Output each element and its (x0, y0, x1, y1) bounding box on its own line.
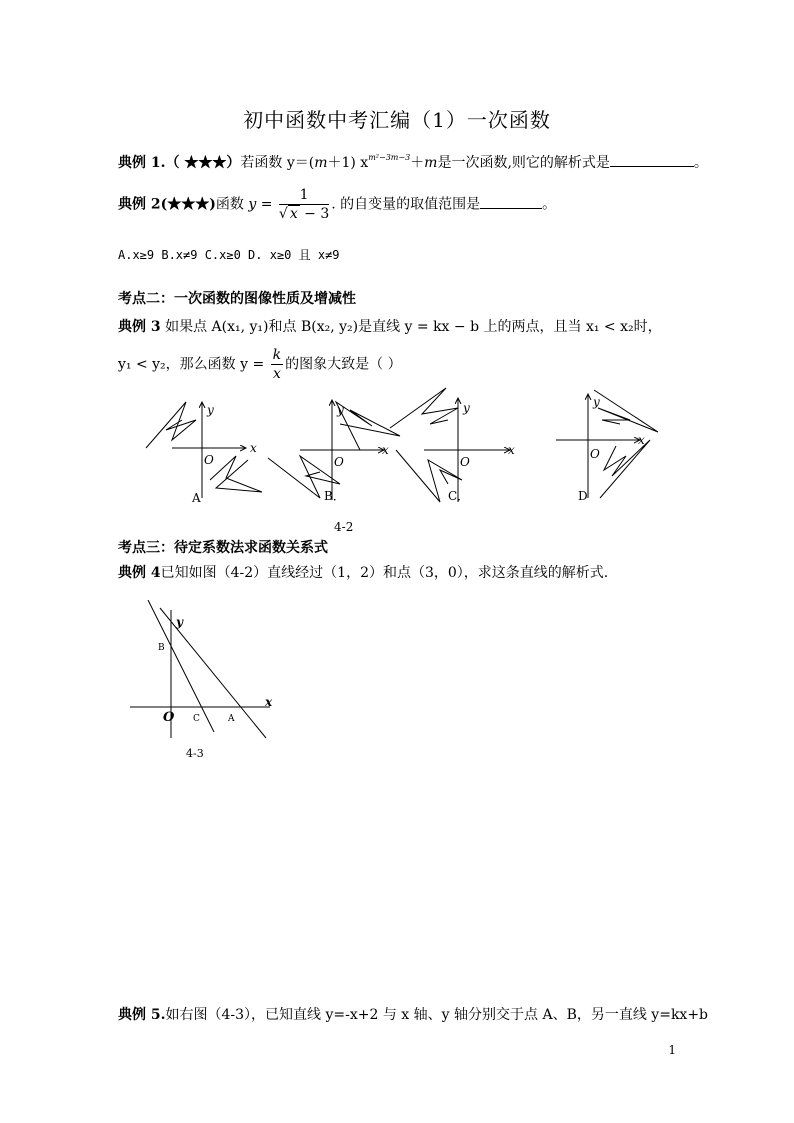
example-2 (118, 188, 556, 221)
graph-b-curve-upper (336, 402, 400, 450)
example-3-frac-num: k (272, 347, 282, 363)
graph-a[interactable] (146, 402, 262, 505)
example-3-text-2b: 的图象大致是（ ） (285, 356, 402, 373)
example-2-text1: 函数 (215, 196, 249, 213)
example-1-m1: m (314, 155, 328, 171)
figure-4-3 (120, 600, 290, 760)
graph-a-y-label: y (207, 403, 214, 417)
graph-d-curve-upper (594, 390, 658, 432)
graph-b-y-label: y (337, 403, 344, 417)
example-2-end: 。 (542, 196, 557, 213)
fig43-origin: O (163, 710, 175, 725)
example-4-text: 已知如图（4-2）直线经过（1，2）和点（3，0），求这条直线的解析式. (160, 565, 609, 581)
fig43-x-label: x (265, 695, 273, 709)
example-3-line-2 (118, 348, 402, 381)
example-2-eq: = (256, 196, 277, 213)
fig43-y-label: y (176, 615, 183, 629)
example-4-label: 典例 4 (118, 565, 161, 581)
graph-c-x-label: x (508, 443, 515, 457)
graph-b-option: B． (324, 489, 345, 503)
section-3-heading: 考点三：待定系数法求函数关系式 (118, 540, 328, 556)
example-3-line-1 (118, 316, 662, 336)
example-2-denominator: √ x − 3 (278, 206, 330, 222)
example-3-graphs (0, 380, 794, 540)
graph-d[interactable] (556, 390, 658, 503)
graph-d-curve-lower (600, 440, 650, 498)
graph-c-curve-upper (390, 388, 458, 428)
fig43-point-a: A (228, 714, 235, 724)
graph-a-curve-upper (146, 402, 196, 448)
graph-c-origin: O (460, 455, 470, 469)
graph-a-x-label: x (250, 441, 257, 455)
graph-d-x-label: x (638, 433, 645, 447)
example-2-numerator: 1 (279, 188, 329, 205)
graph-a-curve-lower (210, 456, 262, 492)
example-1-end: 。 (693, 155, 708, 171)
example-2-fraction (279, 188, 329, 221)
example-1-text3: ＋ (410, 155, 425, 171)
example-3-label: 典例 3 (118, 319, 161, 335)
graph-d-option: D (578, 489, 588, 503)
fig43-point-b: B (158, 643, 165, 653)
example-3-text-1: 如果点 A(x₁, y₁)和点 B(x₂, y₂)是直线 y = kx − b 上的两点，且当 x₁ < x₂时， (165, 319, 662, 335)
example-1 (118, 152, 708, 172)
example-2-options: A.x≥9 B.x≠9 C.x≥0 D. x≥0 且 x≠9 (118, 248, 340, 262)
example-2-text2: . 的自变量的取值范围是 (331, 196, 481, 213)
answer-blank-1[interactable] (610, 154, 694, 167)
graph-a-origin: O (204, 453, 214, 467)
example-3-frac-den: x (272, 366, 281, 382)
graph-c-y-label: y (463, 401, 470, 415)
example-3-text-2a: y₁ < y₂，那么函数 y = (118, 356, 269, 373)
example-2-sqrt-arg: x (289, 206, 298, 222)
example-2-y: y (248, 196, 257, 213)
graph-b-origin: O (334, 455, 344, 469)
graph-b-x-label: x (382, 443, 389, 457)
example-1-text1: 若函数 y＝( (240, 155, 315, 171)
example-2-den-rest: − 3 (299, 206, 330, 222)
example-2-label: 典例 2(★★★) (118, 196, 216, 213)
graph-c-option: C． (448, 489, 470, 503)
graph-a-option: A (192, 491, 201, 505)
page-title: 初中函数中考汇编（1）一次函数 (243, 108, 551, 132)
graph-d-y-label: y (593, 395, 600, 409)
example-4 (118, 562, 608, 582)
example-5-label: 典例 5. (118, 1007, 166, 1023)
example-1-text4: 是一次函数,则它的解析式是 (437, 155, 610, 171)
answer-blank-2[interactable] (480, 196, 542, 209)
figure-4-2-label: 4-2 (334, 520, 354, 534)
example-1-m2: m (424, 155, 438, 171)
section-2-heading: 考点二：一次函数的图像性质及增减性 (118, 291, 356, 307)
example-1-exponent: m²−3m−3 (368, 153, 411, 162)
example-3-fraction (271, 348, 283, 381)
graph-b[interactable] (268, 400, 400, 503)
graph-c[interactable] (390, 388, 515, 503)
example-5-text: 如右图（4-3），已知直线 y=-x+2 与 x 轴、y 轴分别交于点 A、B，另一直线 y=kx+b (165, 1007, 709, 1023)
example-5 (118, 1004, 708, 1024)
example-1-text2: ＋1) x (327, 155, 369, 171)
graph-d-origin: O (590, 447, 600, 461)
example-1-label: 典例 1.（ ★★★） (118, 155, 241, 171)
page-number: 1 (668, 1043, 676, 1057)
fig43-point-c: C (193, 714, 200, 724)
fig43-caption: 4-3 (186, 747, 204, 760)
